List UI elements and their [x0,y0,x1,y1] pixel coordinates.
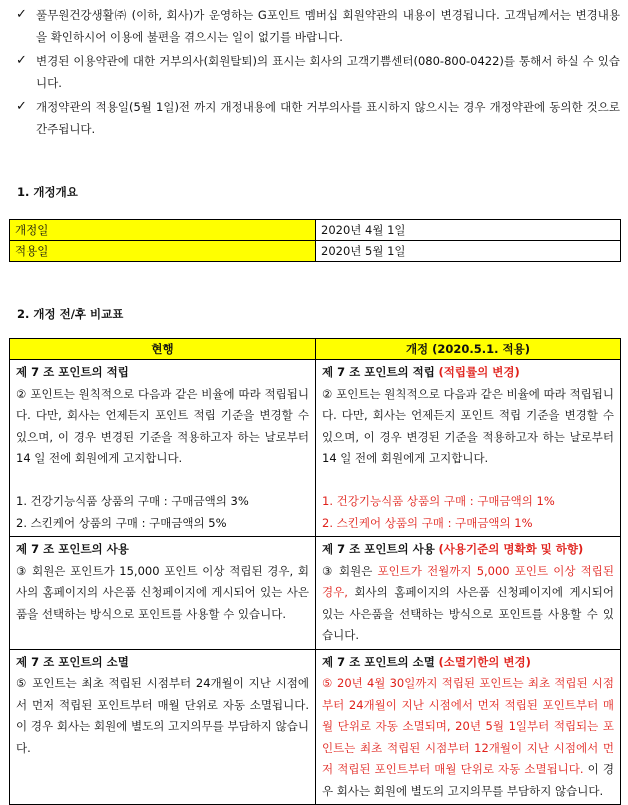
article-item: 1. 건강기능식품 상품의 구매 : 구매금액의 1% [322,494,555,508]
revision-date-value: 2020년 4월 1일 [316,220,621,241]
current-cell [10,649,316,805]
text-segment-changed: ⑤ 20년 4월 30일까지 적립된 포인트는 최초 적립된 시점부터 24개월이 지난 시점에서 먼저 적립된 포인트부터 매월 단위로 자동 소멸되며, 20년 5월 1일부터 적립되는 포인트는 최초 적립된 시점부터 12개월이 지난 시점에서 먼저 적립된 포인트부터 매월 단위로 자동 소멸됩니다. [322,676,614,776]
notice-item [14,96,620,140]
checkmark-icon: ✓ [16,99,27,114]
text-segment-changed: 포인트가 전월까지 5,000 포인트 이상 적립된 경우, [322,563,614,599]
header-revised: 개정 (2020.5.1. 적용) [316,339,621,360]
current-cell [10,537,316,650]
text-segment: 회사의 홈페이지의 사은품 신청페이지에 게시되어 있는 사은품을 선택하는 방식으로 포인트를 사용할 수 있습니다. [322,585,614,642]
notice-text: 풀무원건강생활㈜ (이하, 회사)가 운영하는 G포인트 멤버십 회원약관의 내용이 변경됩니다. 고객님께서는 변경내용을 확인하시어 이용에 불편을 겪으시는 일이 없기를 바랍니다. [36,8,620,44]
section-title-comparison: 2. 개정 전/후 비교표 [17,307,124,321]
revised-cell [316,360,621,537]
article-title: 제 7 조 포인트의 적립 [16,365,129,379]
checkmark-icon: ✓ [16,7,27,22]
revised-cell [316,649,621,805]
article-title: 제 7 조 포인트의 적립 [322,365,435,379]
article-text [322,561,614,647]
table-row [10,220,621,241]
article-item: 2. 스킨케어 상품의 구매 : 구매금액의 5% [16,515,227,530]
table-row [10,649,621,805]
article-title: 제 7 조 포인트의 사용 [16,542,129,556]
notice-list [14,4,620,142]
table-header-row [10,339,621,360]
checkmark-icon: ✓ [16,53,27,68]
article-item: 1. 건강기능식품 상품의 구매 : 구매금액의 3% [16,494,249,508]
text-segment: ③ 회원은 [322,563,378,578]
current-cell [10,360,316,537]
effective-date-label: 적용일 [10,241,316,262]
article-text: ② 포인트는 원칙적으로 다음과 같은 비율에 따라 적립됩니다. 다만, 회사는 언제든지 포인트 적립 기준을 변경할 수 있으며, 이 경우 변경된 기준을 적용하고자 하는 날로부터 14 일 전에 회원에게 고지합니다. [322,386,614,465]
table-row [10,360,621,537]
section-title-overview: 1. 개정개요 [17,185,78,199]
change-note: (적립률의 변경) [438,365,520,379]
notice-item [14,50,620,94]
article-text: ⑤ 포인트는 최초 적립된 시점부터 24개월이 지난 시점에서 먼저 적립된 포인트부터 매월 단위로 자동 소멸됩니다. 이 경우 회사는 회원에 별도의 고지의무를 부담하지 않습니다. [16,676,309,755]
revision-date-label: 개정일 [10,220,316,241]
change-note: (소멸기한의 변경) [438,654,531,669]
table-row [10,537,621,650]
table-row [10,241,621,262]
comparison-table [9,338,621,805]
revised-cell [316,537,621,650]
text-segment: 이 경우 회사는 회원에 별도의 고지의무를 부담하지 않습니다. [322,762,614,798]
article-text: ③ 회원은 포인트가 15,000 포인트 이상 적립된 경우, 회사의 홈페이지의 사은품 신청페이지에 게시되어 있는 사은품을 선택하는 방식으로 포인트를 사용할 수 있습니다. [16,563,309,621]
notice-text: 변경된 이용약관에 대한 거부의사(회원탈퇴)의 표시는 회사의 고객기쁨센터(080-800-0422)를 통해서 하실 수 있습니다. [36,54,620,90]
revision-overview-table [9,219,621,262]
effective-date-value: 2020년 5월 1일 [316,241,621,262]
article-item: 2. 스킨케어 상품의 구매 : 구매금액의 1% [322,515,533,530]
change-note: (사용기준의 명확화 및 하향) [438,542,584,556]
article-text [322,673,614,802]
article-text: ② 포인트는 원칙적으로 다음과 같은 비율에 따라 적립됩니다. 다만, 회사는 언제든지 포인트 적립 기준을 변경할 수 있으며, 이 경우 변경된 기준을 적용하고자 하는 날로부터 14 일 전에 회원에게 고지합니다. [16,386,309,465]
article-title: 제 7 조 포인트의 사용 [322,542,435,556]
notice-text: 개정약관의 적용일(5월 1일)전 까지 개정내용에 대한 거부의사를 표시하지 않으시는 경우 개정약관에 동의한 것으로 간주됩니다. [36,100,620,136]
article-title: 제 7 조 포인트의 소멸 [322,654,435,669]
article-title: 제 7 조 포인트의 소멸 [16,654,129,669]
notice-item [14,4,620,48]
header-current: 현행 [10,339,316,360]
